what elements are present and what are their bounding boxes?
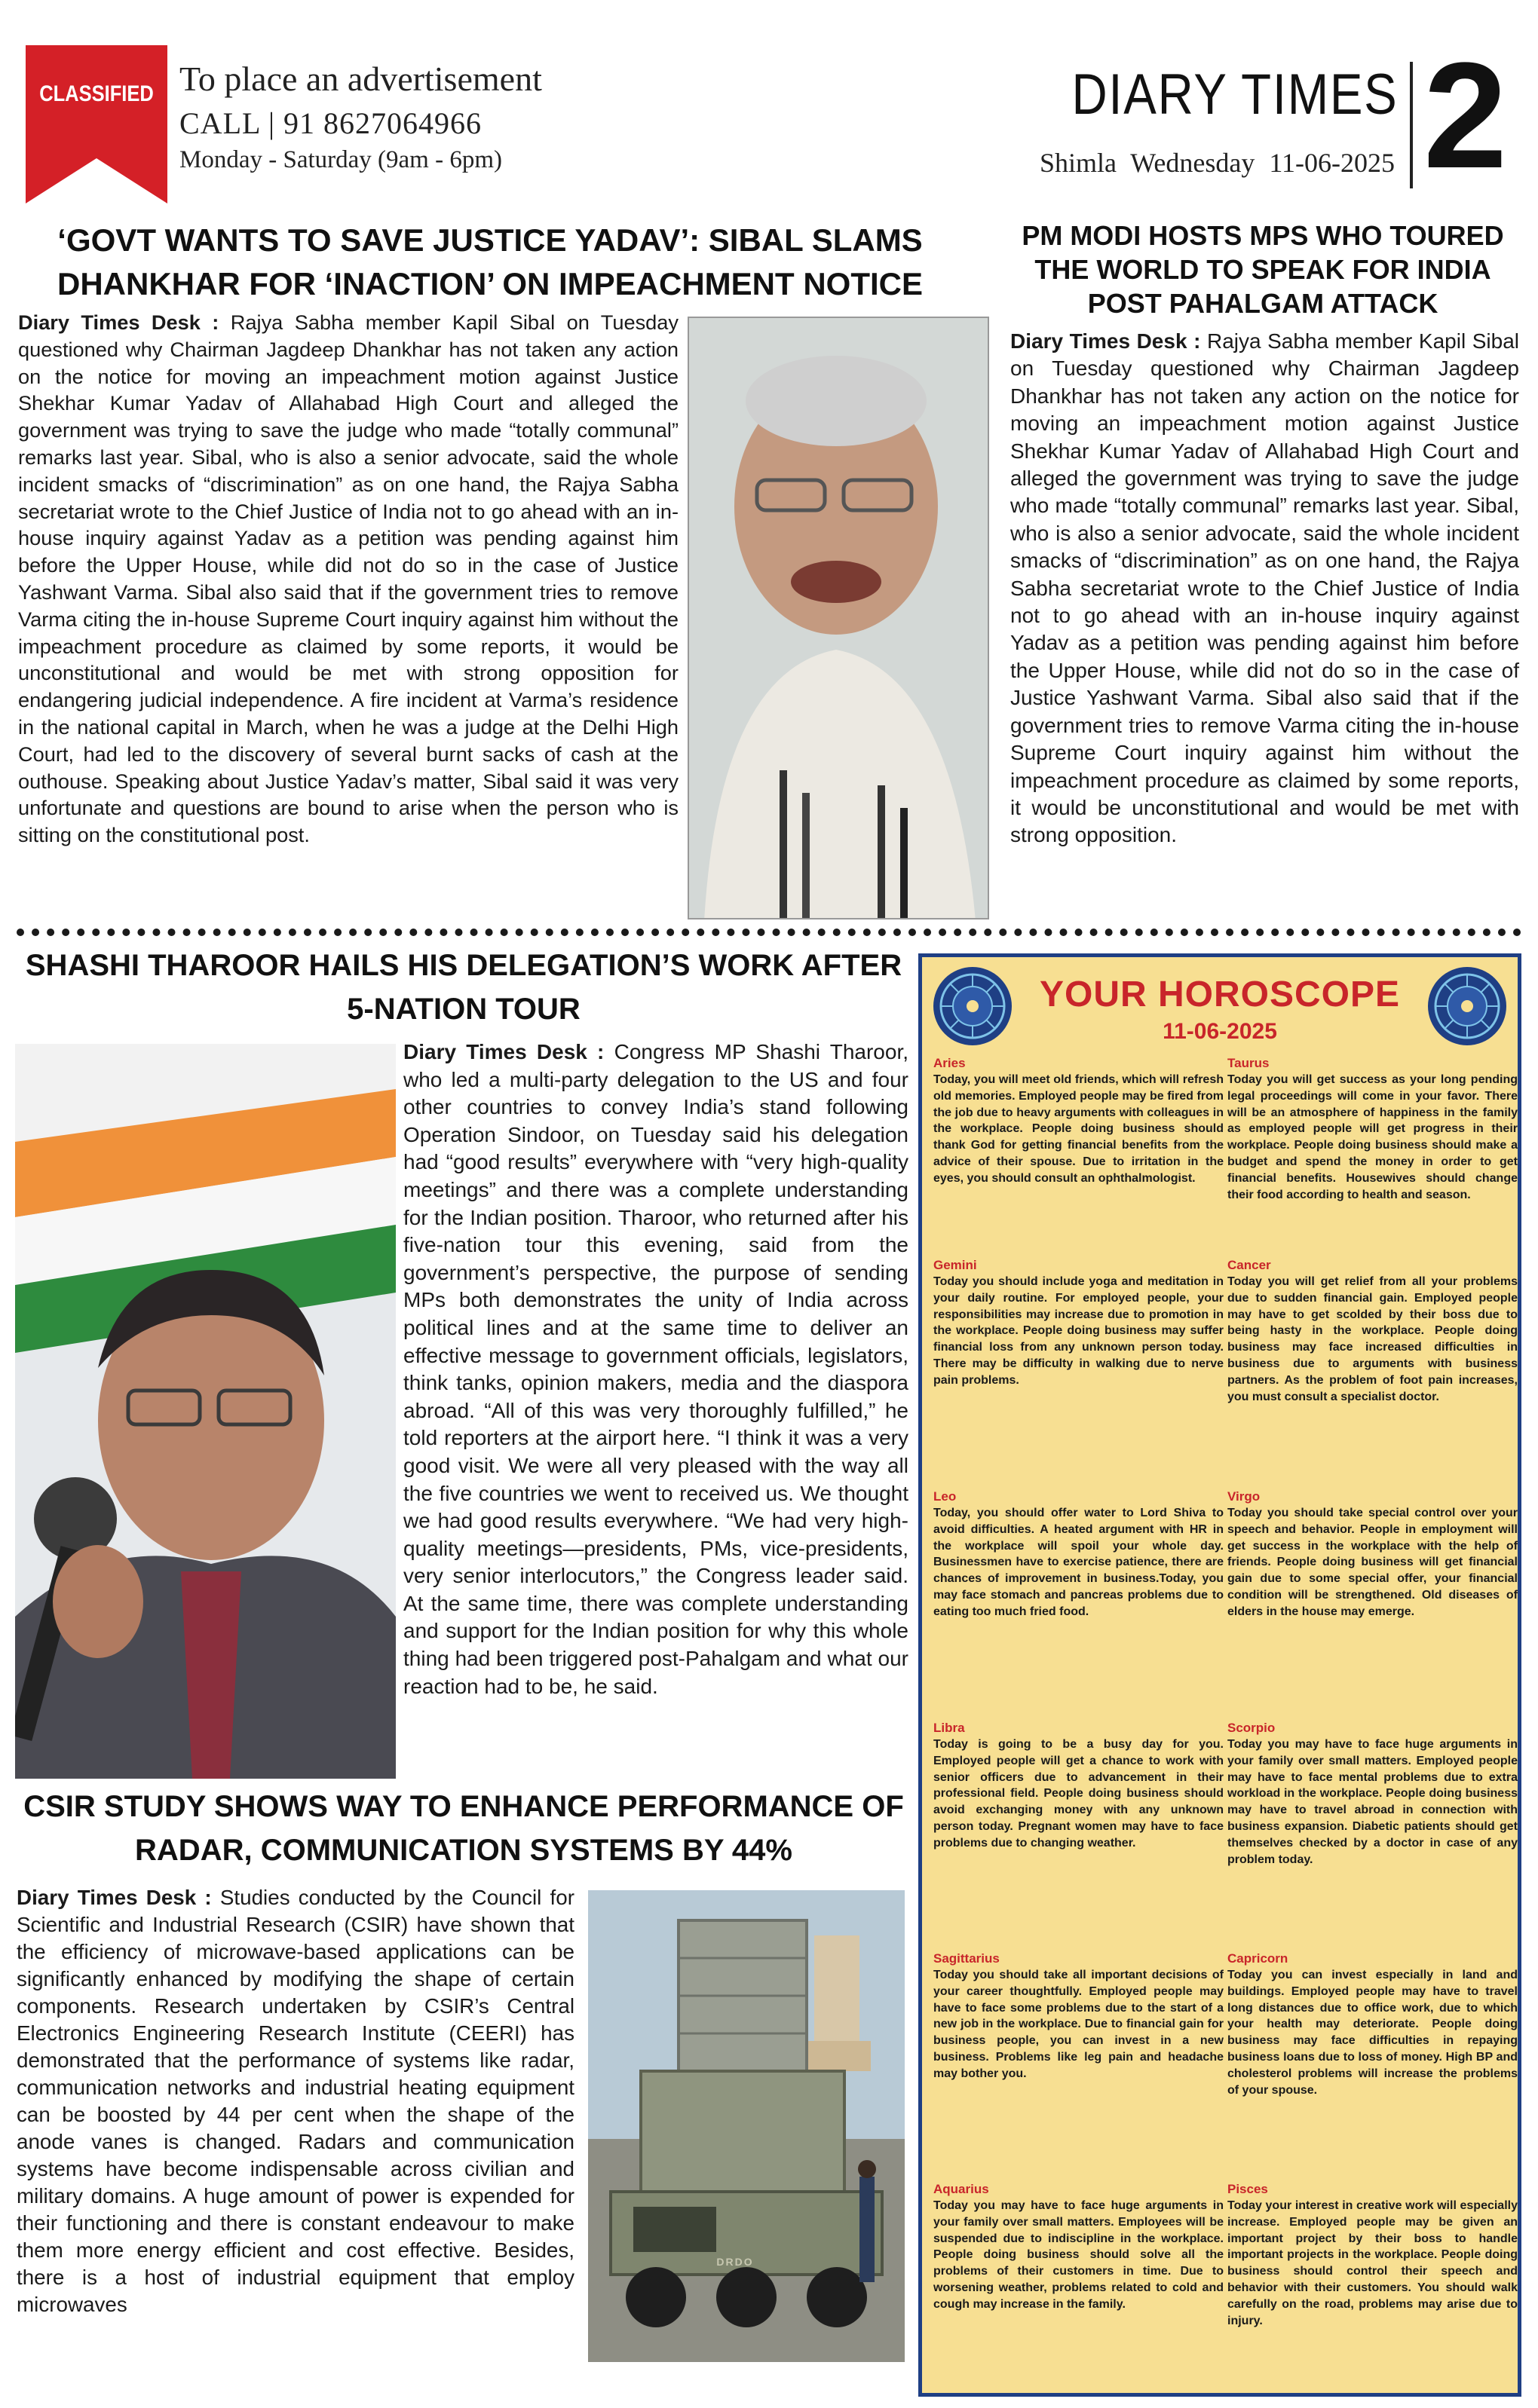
sign-name: Scorpio [1227, 1721, 1276, 1735]
sign-name: Aquarius [933, 2182, 989, 2196]
horoscope-panel [918, 953, 1521, 2397]
edition-line: Shimla Wednesday 11-06-2025 [1039, 148, 1395, 178]
horoscope-capricorn [1227, 1951, 1518, 2098]
article-body-modi [1010, 328, 1519, 849]
sign-text: Today you may have to face huge arguments in your family over small matters. Employees will be suspended due to indiscipline in the workplace. People doing business should solve all the problems of their customers in time. Due to worsening weather, problems related to cold and cough may increase in the family. [933, 2199, 1224, 2311]
sign-name: Aries [933, 1056, 966, 1070]
article-headline-tharoor: SHASHI THAROOR HAILS HIS DELEGATION’S WORK AFTER 5-NATION TOUR [25, 949, 902, 1026]
ad-hours: Monday - Saturday (9am - 6pm) [179, 146, 502, 173]
horoscope-libra [933, 1720, 1224, 1852]
sign-name: Cancer [1227, 1258, 1271, 1272]
dateline: Diary Times Desk : [403, 1040, 605, 1063]
horoscope-date: 11-06-2025 [1163, 1019, 1277, 1044]
sign-text: Today you will get relief from all your problems due to sudden financial gain. Employed people may have to get scolded by their boss due to being hasty in the workplace. People doing business may face increased difficulties in business due to arguments with business partners. As the problem of foot pain increases, you must consult a specialist doctor. [1227, 1275, 1518, 1403]
newspaper-title: DIARY TIMES [1071, 63, 1398, 127]
horoscope-sagittarius [933, 1951, 1224, 2082]
article-headline-sibal: ‘GOVT WANTS TO SAVE JUSTICE YADAV’: SIBAL SLAMS DHANKHAR FOR ‘INACTION’ ON IMPEACHMENT NOTICE [57, 222, 923, 301]
sign-text: Today you should take special control over your speech and behavior. People in employment will get success in the workplace with the help of friends. People doing business will get financial gain due to some special offer, your financial condition will be strengthened. Old diseases of elders in the house may emerge. [1227, 1507, 1518, 1618]
sign-text: Today you should take all important decisions of your career thoughtfully. Employed people may have to face some problems due to the start of a new job in the workplace. Due to financial gain for business people, you can invest in a new business. Problems like leg pain and headache may bother you. [933, 1969, 1224, 2080]
article-text: Rajya Sabha member Kapil Sibal on Tuesday questioned why Chairman Jagdeep Dhankhar has not taken any action on the notice for moving an impeachment motion against Justice Shekhar Kumar Yadav of Allahabad High Court and alleged the government was trying to save the judge who made “totally communal” remarks last year. Sibal, who is also a senior advocate, said the whole incident smacks of “discrimination” as on one hand, the Rajya Sabha secretariat wrote to the Chief Justice of India not to go ahead with an in-house inquiry against Yadav as a petition was pending against him before the Upper House, while did not do so in the case of Justice Yashwant Varma. Sibal also said that if the government tries to remove Varma citing the in-house Supreme Court inquiry against him without the impeachment procedure as claimed by some reports, it would be unconstitutional and would be met with strong opposition. [1010, 329, 1519, 847]
ad-prompt: To place an advertisement [179, 60, 542, 98]
sign-name: Gemini [933, 1258, 977, 1272]
sign-name: Capricorn [1227, 1951, 1288, 1966]
article-body-sibal [18, 309, 679, 849]
sign-name: Virgo [1227, 1489, 1261, 1504]
truck-label: DRDO [716, 2256, 754, 2268]
dateline: Diary Times Desk : [17, 1886, 212, 1909]
horoscope-title: YOUR HOROSCOPE [1039, 975, 1401, 1014]
sign-text: Today, you will meet old friends, which will refresh old memories. Employed people may be fired from the job due to heavy arguments with colleagues in the workplace. People doing business should thank God for getting financial benefits from the advice of their spouse. Due to irritation in the eyes, you should consult an ophthalmologist. [933, 1073, 1224, 1185]
classified-label: CLASSIFIED [39, 81, 154, 106]
article-body-csir [17, 1884, 574, 2318]
sign-name: Taurus [1227, 1056, 1270, 1070]
shashi-tharoor-photo [15, 1044, 396, 1779]
article-text: Congress MP Shashi Tharoor, who led a multi-party delegation to the US and four other countries to convey India’s stand following Operation Sindoor, on Tuesday said his delegation had “good results” everywhere with “very high-quality meetings” and there was a complete understanding for the Indian position. Tharoor, who returned after his five-nation tour this evening, said from the government’s perspective, the purpose of sending MPs both demonstrates the unity of India across political lines and at the same time to deliver an effective message to government officials, legislators, think tanks, opinion makers, media and the diaspora abroad. “All of this was very thoroughly fulfilled,” he told reporters at the airport here. “I think it was a very good visit. We were all very pleased with the way all the five countries we went to received us. We thought we had good results everywhere. “We had very high-quality meetings—presidents, PMs, vice-presidents, very senior interlocutors,” the Congress leader said. At the same time, there was complete understanding and support for the Indian position for why this whole thing had been triggered post-Pahalgam and what our reaction had to be, he said. [403, 1040, 908, 1698]
article-text: Studies conducted by the Council for Scientific and Industrial Research (CSIR) have shown that the efficiency of microwave-based applications can be significantly enhanced by modifying the shape of certain components. Research undertaken by CSIR’s Central Electronics Engineering Research Institute (CEERI) has demonstrated that the performance of systems like radar, communication networks and industrial heating equipment can be boosted by 44 per cent when the shape of the anode vanes is changed. Radars and communication systems have become indispensable across civilian and military domains. A huge amount of power is expended for their functioning and there is constant endeavour to make them more energy efficient and cost effective. Besides, there is a host of industrial equipment that employ microwaves [17, 1886, 574, 2316]
horoscope-aries [933, 1055, 1224, 1187]
sign-text: Today is going to be a busy day for you. Employed people will get a chance to work with senior officers due to advancement in their professional field. People doing business should avoid exchanging money with any unknown person today. Pregnant women may have to face problems due to changing weather. [933, 1738, 1224, 1850]
article-body-tharoor [403, 1039, 908, 1700]
sign-text: Today you will get success as your long pending legal proceedings will come in your favor. There will be an atmosphere of happiness in the family as employed people will get progress in their workplace. People doing business should make a budget and spend the money in order to get financial benefits. Housewives should change their food according to health and season. [1227, 1073, 1518, 1201]
horoscope-aquarius [933, 2181, 1224, 2313]
horoscope-pisces [1227, 2181, 1518, 2329]
ad-phone: CALL | 91 8627064966 [179, 106, 482, 140]
classified-ribbon-icon [26, 45, 167, 203]
article-headline-modi: PM MODI HOSTS MPS WHO TOURED THE WORLD TO SPEAK FOR INDIA POST PAHALGAM ATTACK [1022, 220, 1504, 319]
horoscope-cancer [1227, 1257, 1518, 1405]
radar-truck-photo [588, 1890, 905, 2362]
dateline: Diary Times Desk : [1010, 329, 1201, 353]
horoscope-scorpio [1227, 1720, 1518, 1868]
article-headline-csir: CSIR STUDY SHOWS WAY TO ENHANCE PERFORMANCE OF RADAR, COMMUNICATION SYSTEMS BY 44% [23, 1790, 904, 1867]
sign-name: Sagittarius [933, 1951, 1000, 1966]
horoscope-taurus [1227, 1055, 1518, 1203]
horoscope-leo [933, 1489, 1224, 1620]
horoscope-virgo [1227, 1489, 1518, 1620]
sign-name: Leo [933, 1489, 957, 1504]
sign-text: Today you should include yoga and meditation in your daily routine. For employed people, your responsibilities may increase due to promotion in the workplace. People doing business may suffer financial loss from any unknown person today. There may be difficulty in walking due to nerve pain problems. [933, 1275, 1224, 1387]
sign-text: Today, you should offer water to Lord Shiva to avoid difficulties. A heated argument with HR in the workplace will spoil your whole day. Businessmen have to exercise patience, there are chances of improvement in business.Today, you may face stomach and pancreas problems due to eating too much fried food. [933, 1507, 1224, 1618]
page-number: 2 [1423, 32, 1508, 200]
section-divider [17, 929, 1521, 936]
sign-text: Today your interest in creative work will especially increase. Employed people may be given an important project by their boss to handle important projects in the workplace. People doing business should control their speech and behavior with their customers. You should walk carefully on the road, problems may arise due to injury. [1227, 2199, 1518, 2327]
sign-name: Libra [933, 1721, 965, 1735]
masthead-divider [1410, 62, 1413, 188]
article-text: Rajya Sabha member Kapil Sibal on Tuesday questioned why Chairman Jagdeep Dhankhar has not taken any action on the notice for moving an impeachment motion against Justice Shekhar Kumar Yadav of Allahabad High Court and alleged the government was trying to save the judge who made “totally communal” remarks last year. Sibal, who is also a senior advocate, said the whole incident smacks of “discrimination” as on one hand, the Rajya Sabha secretariat wrote to the Chief Justice of India not to go ahead with an in-house inquiry against Yadav as a petition was pending against him before the Upper House, while did not do so in the case of Justice Yashwant Varma. Sibal also said that if the government tries to remove Varma citing the in-house Supreme Court inquiry against him without the impeachment procedure as claimed by some reports, it would be unconstitutional and would be met with strong opposition for endangering judicial independence. A fire incident at Varma’s residence in the national capital in March, when he was a judge at the Delhi High Court, had led to the discovery of several burnt sacks of cash at the outhouse. Speaking about Justice Yadav’s matter, Sibal said it was very unfortunate and questions are bound to arise when the person who is sitting on the constitutional post. [18, 311, 679, 847]
dateline: Diary Times Desk : [18, 311, 219, 334]
kapil-sibal-photo [688, 317, 989, 919]
sign-text: Today you may have to face huge arguments in your family over small matters. Employed people may have to face mental problems due to extra workload in the workplace. People doing business may have to travel abroad in connection with business expansion. Diabetic patients should get themselves checked by a doctor in case of any problem today. [1227, 1738, 1518, 1866]
sign-name: Pisces [1227, 2182, 1268, 2196]
sign-text: Today you can invest especially in land and buildings. Employed people may have to travel long distances due to office work, due to which your health may deteriorate. People doing business may face difficulties in repaying business loans due to loss of money. High BP and cholesterol problems will increase the problems of your spouse. [1227, 1969, 1518, 2097]
horoscope-gemini [933, 1257, 1224, 1389]
